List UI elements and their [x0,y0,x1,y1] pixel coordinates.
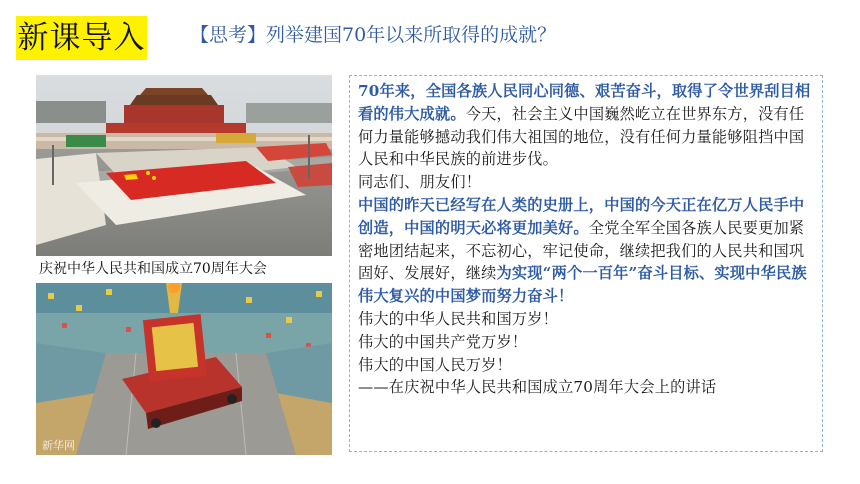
photo-watermark: 新华网 [42,439,75,452]
speech-slogan-2: 伟大的中国共产党万岁！ [358,332,528,351]
float-photo [36,283,332,455]
speech-highlight: 70年来，全国各族人民同心同德、艰苦奋斗，取得了令世界刮目相看的伟大成就。 [358,82,811,123]
section-title-badge: 新课导入 [16,16,147,60]
speech-highlight: 中国的昨天已经写在人类的史册上，中国的今天正在亿万人民手中创造，中国的明天必将更加美好。 [358,195,805,237]
speech-source: ——在庆祝中华人民共和国成立70周年大会上的讲话 [358,378,717,397]
parade-photo [36,75,332,256]
speech-highlight: 为实现“两个一百年”奋斗目标、实现中华民族伟大复兴的中国梦而努力奋斗！ [358,264,807,306]
question-heading: 【思考】列举建国70年以来所取得的成就？ [190,24,557,46]
speech-slogan-3: 伟大的中国人民万岁！ [358,355,512,374]
speech-paragraph-3 [358,194,814,308]
speech-greeting: 同志们、朋友们！ [358,173,482,192]
speech-slogan-1: 伟大的中华人民共和国万岁！ [358,309,559,328]
speech-excerpt-box [349,75,823,452]
speech-paragraph-1 [358,80,814,171]
photo-caption: 庆祝中华人民共和国成立70周年大会 [36,256,332,283]
speech-text: 今天，社会主义中国巍然屹立在世界东方，没有任何力量能够撼动我们伟大祖国的地位，没有任何力量能够阻挡中国人民和中华民族的前进步伐。 [358,104,805,169]
speech-text: 全党全军全国各族人民要更加紧密地团结起来，不忘初心，牢记使命，继续把我们的人民共和国巩固好、发展好，继续 [358,218,805,283]
